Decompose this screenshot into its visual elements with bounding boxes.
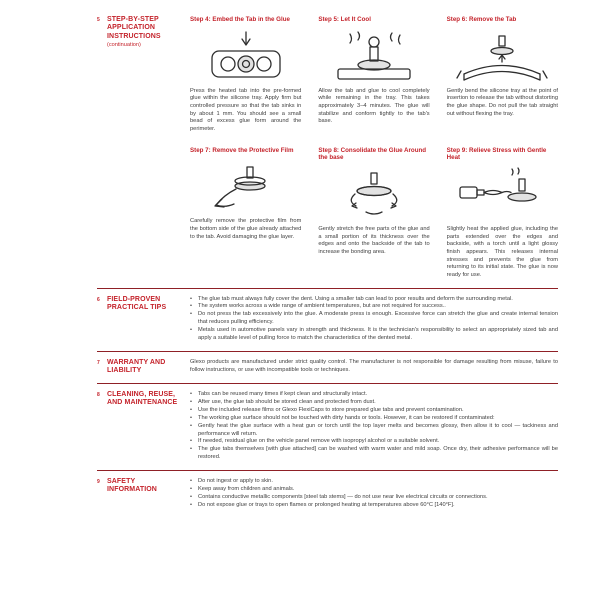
step-9-title: Step 9: Relieve Stress with Gentle Heat — [446, 146, 547, 162]
section-warranty — [97, 359, 558, 376]
maintenance-text: Use the included release films or Glexo FlexiCaps to store prepared glue tabs and prevent contamination. — [198, 406, 464, 413]
step-8-body: Gently stretch the free parts of the glue and a small portion of its thickness over the edges and onto the backside of the tab to increase the bonding area. — [318, 226, 430, 256]
warranty-text: Glexo products are manufactured under strict quality control. The manufacturer is not responsible for damage resulting from misuse, failure to follow instructions, or use with incompatible tools or techniques. — [190, 358, 558, 373]
section-cleaning-maintenance — [97, 391, 558, 462]
maintenance-text: If needed, residual glue on the vehicle panel remove with isopropyl alcohol or a suitable solvent. — [198, 438, 440, 445]
tips-list — [190, 296, 558, 343]
bullet-icon: • — [190, 414, 192, 421]
step-7-body: Carefully remove the protective film from the bottom side of the glue already attached to the tab. Avoid damaging the glue layer. — [190, 218, 302, 240]
tip-item — [190, 311, 558, 327]
safety-text: Do not expose glue or trays to open flames or prolonged heating at temperatures above 60°C [140°F]. — [198, 501, 455, 508]
step-8-title: Step 8: Consolidate the Glue Around the base — [318, 146, 427, 162]
safety-item — [190, 478, 558, 486]
maintenance-item — [190, 438, 558, 446]
step-8-card — [318, 147, 429, 280]
section-8-title: CLEANING, REUSE, AND MAINTENANCE — [107, 391, 178, 407]
section-8-number: 8 — [97, 392, 100, 399]
safety-list — [190, 478, 558, 509]
section-safety-information — [97, 478, 558, 509]
step-4-title: Step 4: Embed the Tab in the Glue — [190, 16, 290, 23]
tip-text: Do not press the tab excessively into the glue. A moderate press is enough. Excessive force can stretch the glue and create internal tension that reduces pulling efficiency. — [198, 311, 558, 326]
maintenance-list — [190, 391, 558, 462]
section-9-sidebar — [97, 478, 190, 495]
step-7-card — [190, 147, 301, 280]
section-5-sidebar — [97, 16, 190, 48]
section-7-number: 7 — [97, 359, 100, 366]
section-divider — [97, 288, 558, 289]
step-6-body: Gently bend the silicone tray at the point of insertion to release the tab without distorting the glue shape. Do not pull the tab straight out without flexing the tray. — [446, 87, 558, 117]
bullet-icon: • — [190, 311, 192, 318]
step-9-card — [447, 147, 558, 280]
section-9-title: SAFETY INFORMATION — [107, 477, 157, 494]
section-divider — [97, 470, 558, 471]
section-5-number: 5 — [97, 17, 100, 23]
bullet-icon: • — [190, 406, 192, 413]
step-9-illustration torch-heat-icon — [447, 167, 558, 221]
maintenance-item — [190, 415, 558, 423]
step-4-card — [190, 16, 301, 134]
bullet-icon: • — [190, 422, 192, 429]
bullet-icon: • — [190, 438, 192, 445]
maintenance-text: After use, the glue tab should be stored clean and protected from dust. — [198, 399, 376, 406]
tip-item — [190, 303, 558, 311]
step-4-body: Press the heated tab into the pre-formed glue within the silicone tray. Apply firm but controlled pressure so that the tab sinks in by about 1 mm. You should see a small bead of excess glue form around the perimeter. — [190, 87, 302, 132]
section-divider — [97, 351, 558, 352]
step-4-illustration press-tab-into-tray-icon — [190, 29, 301, 83]
maintenance-item — [190, 446, 558, 462]
bullet-icon: • — [190, 327, 192, 334]
step-8-illustration stretch-glue-icon — [318, 167, 429, 221]
section-6-sidebar — [97, 296, 190, 313]
safety-item — [190, 486, 558, 494]
tip-text: The glue tab must always fully cover the dent. Using a smaller tab can lead to poor results and deform the surrounding metal. — [198, 295, 513, 302]
step-6-title: Step 6: Remove the Tab — [446, 16, 517, 23]
safety-text: Contains conductive metallic components [steel tab stems] — do not use near live electrical circuits or connections. — [198, 493, 488, 500]
bullet-icon: • — [190, 295, 192, 302]
step-6-card — [447, 16, 558, 134]
bullet-icon: • — [190, 501, 192, 508]
maintenance-text: The glue tabs themselves [with glue attached] can be washed with warm water and mild soap. Once dry, their adhesive performance will be restored. — [198, 446, 558, 461]
maintenance-item — [190, 399, 558, 407]
tip-item — [190, 296, 558, 304]
tip-text: The system works across a wide range of ambient temperatures, but are not required for success.. — [198, 303, 446, 310]
section-7-title: WARRANTY AND LIABILITY — [107, 358, 166, 374]
bullet-icon: • — [190, 303, 192, 310]
step-6-illustration flex-tray-release-icon — [447, 29, 558, 83]
section-application-instructions — [97, 16, 558, 280]
tip-item — [190, 327, 558, 343]
maintenance-text: Tabs can be reused many times if kept clean and structurally intact. — [198, 391, 368, 398]
maintenance-text: The working glue surface should not be touched with dirty hands or tools. However, it can be restored if contaminated: — [198, 414, 495, 421]
bullet-icon: • — [190, 446, 192, 453]
section-5-subtitle: (continuation) — [107, 41, 141, 48]
maintenance-item — [190, 407, 558, 415]
step-5-illustration cooling-tab-icon — [318, 29, 429, 83]
section-8-sidebar — [97, 391, 190, 408]
bullet-icon: • — [190, 391, 192, 398]
step-7-illustration peel-film-icon — [190, 159, 301, 213]
step-5-body: Allow the tab and glue to cool completely while remaining in the tray. This takes approximately 3–4 minutes. The glue will stabilize and conform tightly to the tab's base. — [318, 87, 430, 125]
safety-item — [190, 494, 558, 502]
maintenance-item — [190, 423, 558, 439]
section-6-number: 6 — [97, 296, 100, 303]
steps-grid — [190, 16, 558, 280]
bullet-icon: • — [190, 493, 192, 500]
safety-text: Do not ingest or apply to skin. — [198, 477, 273, 484]
section-practical-tips — [97, 296, 558, 343]
safety-text: Keep away from children and animals. — [198, 485, 295, 492]
step-5-title: Step 5: Let It Cool — [318, 16, 371, 23]
bullet-icon: • — [190, 399, 192, 406]
section-divider — [97, 383, 558, 384]
step-5-card — [318, 16, 429, 134]
maintenance-text: Gently heat the glue surface with a heat gun or torch until the top layer melts and becomes glossy, then allow it to cool — tackiness and performance will return. — [198, 422, 558, 437]
step-7-title: Step 7: Remove the Protective Film — [190, 146, 294, 154]
section-6-title: FIELD-PROVEN PRACTICAL TIPS — [107, 295, 167, 311]
maintenance-item — [190, 391, 558, 399]
section-9-number: 9 — [97, 478, 100, 485]
tip-text: Metals used in automotive panels vary in strength and thickness. It is the technician's responsibility to select an appropriately sized tab and apply a suitable level of pulling force to match the characteristics of the dented metal. — [198, 327, 558, 341]
section-5-title: STEP-BY-STEP APPLICATION INSTRUCTIONS — [107, 16, 161, 40]
section-7-sidebar — [97, 359, 190, 376]
bullet-icon: • — [190, 485, 192, 492]
bullet-icon: • — [190, 477, 192, 484]
safety-item — [190, 502, 558, 510]
step-9-body: Slightly heat the applied glue, including the parts extended over the edges and backside, with a torch until a light glossy finish appears. This releases internal stresses and prevents the glue from returning to its initial state. The glue is now ready for use. — [446, 226, 558, 278]
